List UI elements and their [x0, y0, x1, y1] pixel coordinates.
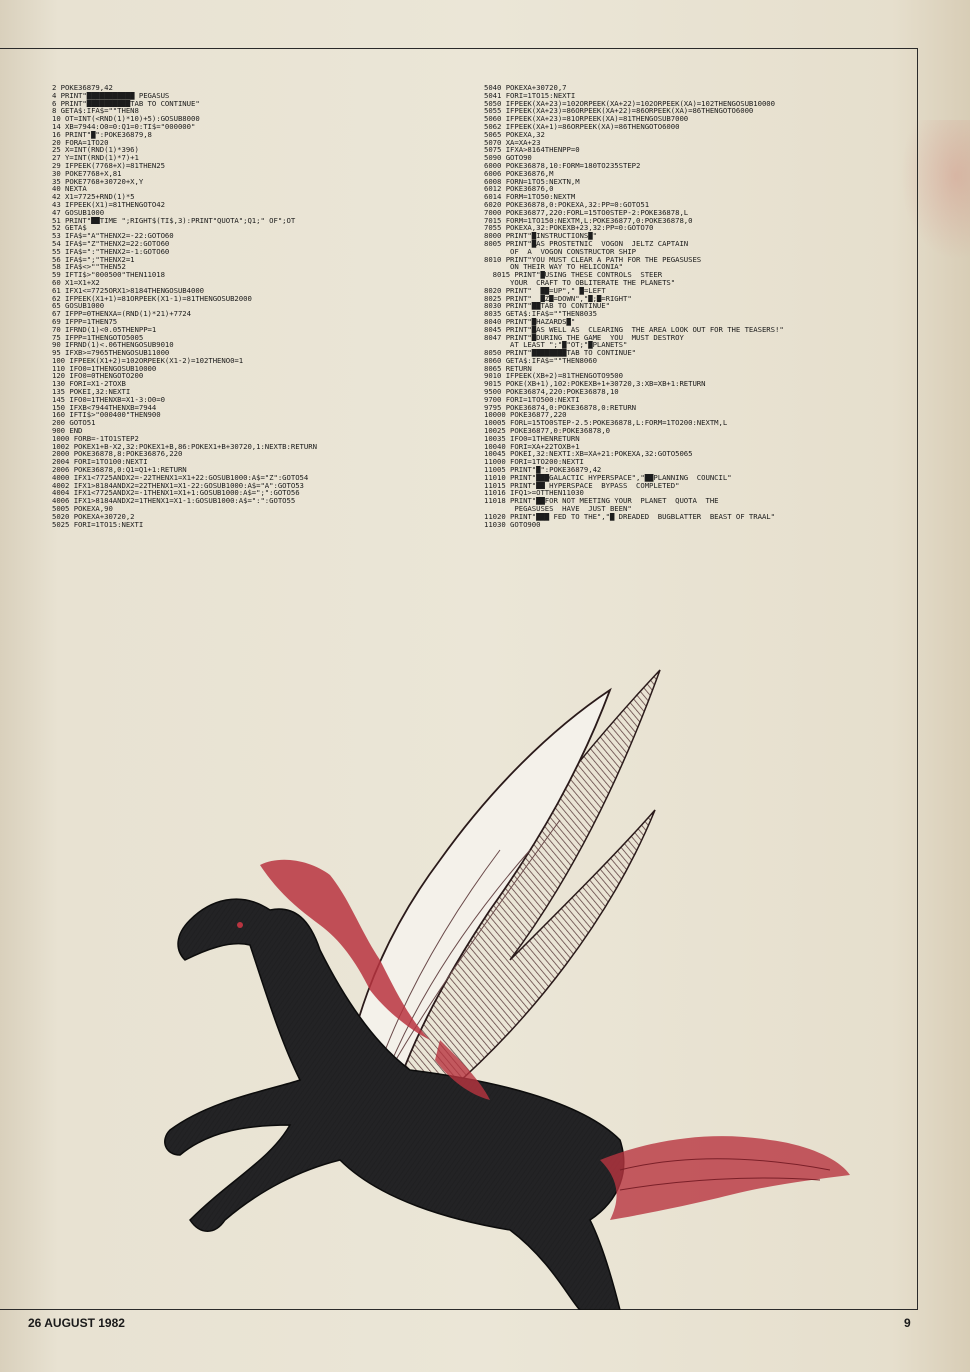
code-line: 11018 PRINT"██FOR NOT MEETING YOUR PLANET QUOTA THE	[484, 497, 719, 506]
code-line: 200 GOTO51	[52, 419, 96, 428]
code-line: 6 PRINT"██████████TAB TO CONTINUE"	[52, 99, 200, 108]
code-line: 58 IFA$<>""THEN52	[52, 263, 126, 272]
code-line: 10035 IFO0=1THENRETURN	[484, 434, 580, 443]
code-line: 10 OT=INT(<RND(1)*10)+5):GOSUB8000	[52, 115, 200, 123]
code-line: 8035 GETA$:IFA$=""THEN8035	[484, 310, 597, 318]
code-line: 54 IFA$="Z"THENX2=22:GOTO60	[52, 239, 170, 248]
page-number: 9	[904, 1316, 911, 1330]
code-line: 145 IFO0=1THENXB=X1-3:O0=0	[52, 395, 165, 404]
code-line: 9010 IFPEEK(XB+2)=81THENGOTO9500	[484, 372, 623, 381]
code-line: 60 X1=X1+X2	[52, 278, 100, 287]
code-line: 130 FORI=X1-2TOXB	[52, 380, 126, 389]
code-line: 56 IFA$=";"THENX2=1	[52, 255, 135, 264]
code-line: 10005 FORL=15TO0STEP-2.5:POKE36878,L:FORM=1TO200:NEXTM,L	[484, 419, 728, 428]
code-line: 27 Y=INT(RND(1)*7)+1	[52, 154, 139, 162]
code-line: 55 IFA$=":"THENX2=-1:GOTO60	[52, 247, 170, 256]
code-line: ON THEIR WAY TO HELICONIA"	[484, 263, 623, 272]
code-line: 5041 FORI=1TO15:NEXTI	[484, 91, 576, 100]
code-line: 9700 FORI=1TO500:NEXTI	[484, 395, 580, 404]
code-line: 5060 IFPEEK(XA+23)=81ORPEEK(XA)=81THENGOSUB7000	[484, 115, 689, 123]
code-line: 10000 POKE36877,220	[484, 411, 567, 420]
code-line: PEGASUSES HAVE JUST BEEN"	[484, 505, 632, 513]
code-line: 5065 POKEXA,32	[484, 130, 545, 139]
code-line: 5020 POKEXA+30720,2	[52, 512, 135, 521]
code-line: 6020 POKE36878,0:POKEXA,32:PP=0:GOTO51	[484, 200, 650, 209]
code-line: 9015 POKE(XB+1),102:POKEXB+1+30720,3:XB=XB+1:RETURN	[484, 380, 706, 389]
code-line: 8005 PRINT"█AS PROSTETNIC VOGON JELTZ CAPTAIN	[484, 239, 689, 248]
code-line: 8010 PRINT"YOU MUST CLEAR A PATH FOR THE PEGASUSES	[484, 255, 702, 264]
code-line: 11020 PRINT"███ FED TO THE","█ DREADED BUGBLATTER BEAST OF TRAAL"	[484, 512, 775, 521]
horse-tail	[600, 1136, 850, 1220]
code-line: 8050 PRINT"████████TAB TO CONTINUE"	[484, 349, 637, 357]
code-line: 14 XB=7944:O0=0:Q1=0:TI$="000000"	[52, 122, 196, 131]
code-line: 69 IFPP=1THEN75	[52, 317, 118, 326]
code-line: YOUR CRAFT TO OBLITERATE THE PLANETS"	[484, 278, 676, 287]
code-line: 1000 FORB=-1TO1STEP2	[52, 434, 139, 443]
code-line: 65 GOSUB1000	[52, 302, 105, 311]
code-line: 5090 GOTO90	[484, 154, 532, 162]
code-line: 40 NEXTA	[52, 185, 87, 194]
code-line: 6000 POKE36878,10:FORM=180TO235STEP2	[484, 161, 641, 170]
code-line: 11015 PRINT"██ HYPERSPACE BYPASS COMPLETED"	[484, 481, 680, 490]
code-line: 59 IFTI$>"000500"THEN11018	[52, 271, 165, 279]
code-line: 75 IFPP=1THENGOTO5005	[52, 333, 144, 342]
code-line: 8020 PRINT" ██=UP"," █=LEFT	[484, 286, 606, 295]
code-line: 11016 IFQ1>=OTTHEN11030	[484, 489, 584, 498]
code-line: 8000 PRINT"█INSTRUCTIONS█"	[484, 232, 597, 240]
code-line: 2004 FORI=1TO100:NEXTI	[52, 458, 148, 467]
code-line: 9795 POKE36874,0:POKE36878,0:RETURN	[484, 403, 637, 412]
code-line: 47 GOSUB1000	[52, 208, 105, 217]
code-line: 6014 FORM=1TO50:NEXTM	[484, 193, 576, 201]
code-line: 5040 POKEXA+30720,7	[484, 84, 567, 92]
code-line: 1002 POKEX1+B-X2,32:POKEX1+B,86:POKEX1+B+30720,1:NEXTB:RETURN	[52, 442, 317, 451]
code-line: 42 X1=7725+RND(1)*5	[52, 193, 135, 201]
code-line: 100 IFPEEK(X1+2)=102ORPEEK(X1-2)=102THENO0=1	[52, 356, 244, 365]
code-line: 150 IFXB<7944THENXB=7944	[52, 403, 157, 412]
code-line: 7015 FORM=1TO150:NEXTM,L:POKE36877,0:POKE36878,0	[484, 216, 693, 225]
code-line: 62 IFPEEK(X1+1)=81ORPEEK(X1-1)=81THENGOSUB2000	[52, 294, 252, 303]
code-line: 11030 GOTO900	[484, 520, 541, 529]
code-line: 10025 POKE36877,0:POKE36878,0	[484, 427, 610, 435]
code-line: 8015 PRINT"█USING THESE CONTROLS STEER	[484, 271, 663, 279]
code-line: AT LEAST ";"█"OT;"█PLANETS"	[484, 341, 628, 350]
code-line: 5062 IFPEEK(XA+1)=86ORPEEK(XA)=86THENGOTO6000	[484, 122, 680, 131]
code-line: 30 POKE7768+X,81	[52, 169, 122, 178]
code-line: 61 IFX1<=7725ORX1>8184THENGOSUB4000	[52, 286, 205, 295]
code-line: 16 PRINT"█":POKE36879,8	[52, 130, 152, 139]
code-line: 29 IFPEEK(7768+X)=81THEN25	[52, 161, 165, 170]
code-line: 5050 IFPEEK(XA+23)=102ORPEEK(XA+22)=102ORPEEK(XA)=102THENGOSUB10000	[484, 99, 775, 108]
code-line: 8040 PRINT"█HAZARDS█"	[484, 317, 576, 326]
code-line: 70 IFRND(1)<0.05THENPP=1	[52, 325, 157, 334]
code-line: 8045 PRINT"█AS WELL AS CLEARING THE AREA LOOK OUT FOR THE TEASERS!"	[484, 325, 784, 334]
code-line: 6006 POKE36876,M	[484, 169, 554, 178]
code-line: 5055 IFPEEK(XA+23)=86ORPEEK(XA+22)=86ORPEEK(XA)=86THENGOTO6000	[484, 107, 754, 116]
code-line: 5005 POKEXA,90	[52, 505, 113, 513]
code-line: 5075 IFXA>8164THENPP=0	[484, 146, 580, 155]
code-line: 7000 POKE36877,220:FORL=15TO0STEP-2:POKE36878,L	[484, 208, 689, 217]
horse-eye	[237, 922, 243, 928]
code-line: 900 END	[52, 427, 83, 435]
code-line: 4000 IFX1<7725ANDX2=-22THENX1=X1+22:GOSUB1000:A$="Z":GOTO54	[52, 473, 309, 482]
code-line: OF A VOGON CONSTRUCTOR SHIP	[484, 247, 637, 256]
code-line: 4006 IFX1>8184ANDX2=1THENX1=X1-1:GOSUB1000:A$=":":GOTO55	[52, 497, 296, 506]
code-line: 11000 FORI=1TO200:NEXTI	[484, 458, 584, 467]
code-line: 11010 PRINT"███GALACTIC HYPERSPACE","██PLANNING COUNCIL"	[484, 473, 732, 482]
code-line: 135 POKEI,32:NEXTI	[52, 388, 131, 396]
code-line: 8025 PRINT" █Z█=DOWN","█;█=RIGHT"	[484, 294, 632, 303]
code-line: 95 IFXB>=7965THENGOSUB11000	[52, 349, 170, 357]
code-line: 8 GETA$:IFA$=""THEN8	[52, 107, 139, 116]
code-line: 4 PRINT"███████████ PEGASUS	[52, 91, 170, 100]
code-line: 8047 PRINT"█DURING THE GAME YOU MUST DESTROY	[484, 333, 684, 342]
code-line: 120 IFO0=0THENGOTO200	[52, 372, 144, 381]
code-line: 4004 IFX1<7725ANDX2=-1THENX1=X1+1:GOSUB1000:A$=";":GOTO56	[52, 489, 300, 498]
code-line: 90 IFRND(1)<.06THENGOSUB9010	[52, 341, 174, 350]
code-line: 52 GETA$	[52, 224, 87, 233]
code-line: 35 POKE7768+30720+X,Y	[52, 177, 144, 186]
code-line: 51 PRINT"██TIME ";RIGHT$(TI$,3):PRINT"QUOTA";Q1;" OF";OT	[52, 216, 296, 225]
listing-column-right	[484, 84, 904, 528]
issue-date: 26 AUGUST 1982	[28, 1316, 125, 1330]
code-line: 5025 FORI=1TO15:NEXTI	[52, 520, 144, 529]
code-line: 8065 RETURN	[484, 364, 532, 373]
code-line: 20 FORA=1TO20	[52, 138, 109, 147]
code-line: 110 IFO0=1THENGOSUB10000	[52, 364, 157, 373]
code-line: 25 X=INT(RND(1)*396)	[52, 146, 139, 155]
code-line: 5070 XA=XA+23	[484, 138, 541, 147]
code-line: 6012 POKE36876,0	[484, 185, 554, 194]
code-line: 8060 GETA$:IFA$=""THEN8060	[484, 356, 597, 365]
code-line: 8030 PRINT"██TAB TO CONTINUE"	[484, 302, 610, 311]
code-line: 67 IFPP=0THENXA=(RND(1)*21)+7724	[52, 310, 191, 318]
pegasus-icon	[150, 660, 860, 1310]
code-line: 6008 FORN=1TO5:NEXTN,M	[484, 177, 580, 186]
code-line: 160 IFTI$>"000400"THEN900	[52, 411, 161, 420]
code-line: 10045 POKEI,32:NEXTI:XB=XA+21:POKEXA,32:GOTO5065	[484, 450, 693, 459]
code-line: 43 IFPEEK(X1)=81THENGOTO42	[52, 200, 165, 209]
code-line: 7055 POKEXA,32:POKEXB+23,32:PP=0:GOTO70	[484, 224, 654, 233]
code-line: 2 POKE36879,42	[52, 84, 113, 92]
code-line: 9500 POKE36874,220:POKE36878,10	[484, 388, 619, 396]
code-line: 2000 POKE36878,8:POKE36876,220	[52, 450, 183, 459]
code-line: 11005 PRINT"█":POKE36879,42	[484, 466, 602, 474]
code-line: 2006 POKE36878,0:Q1=Q1+1:RETURN	[52, 466, 187, 474]
code-line: 53 IFA$="A"THENX2=-22:GOTO60	[52, 232, 174, 240]
code-line: 4002 IFX1>8184ANDX2=22THENX1=X1-22:GOSUB1000:A$="A":GOTO53	[52, 481, 304, 490]
code-line: 10040 FORI=XA+22TOXB+1	[484, 442, 580, 451]
listing-column-left	[52, 84, 452, 528]
